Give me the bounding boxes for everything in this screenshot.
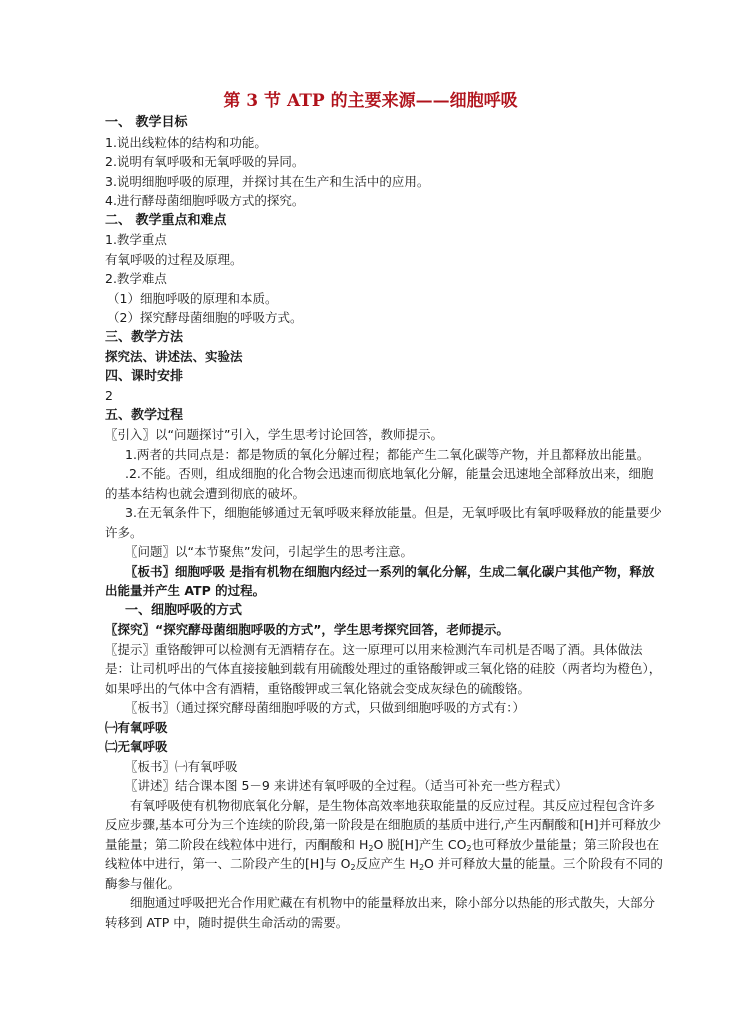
text-run: 有氧呼吸使有机物彻底氧化分解，是生物体高效率地获取能量的反应过程。其反应过程包含许多反应步骤,基本可分为三个连续的阶段,第一阶段是在细胞质的基质中进行,产生丙酮酸和[H]并可释放少量能量；第二阶段在线粒体中进行，丙酮酸和 H xyxy=(105,797,662,852)
list-item-aerobic: ㈠有氧呼吸 xyxy=(105,719,168,735)
paragraph: 细胞通过呼吸把光合作用贮藏在有机物中的能量释放出来，除小部分以热能的形式散失，大部分转移到 ATP 中，随时提供生命活动的需要。 xyxy=(105,895,656,930)
section-heading-objectives: 一、 教学目标 xyxy=(105,115,188,130)
section-heading-process: 五、教学过程 xyxy=(105,407,184,423)
key-point-label: 1.教学重点 xyxy=(105,232,167,247)
paragraph: 〖问题〗以“本节聚焦”发问，引起学生的思考注意。 xyxy=(125,544,413,559)
difficulty-item: （2）探究酵母菌细胞的呼吸方式。 xyxy=(107,310,303,325)
subscript: 2 xyxy=(350,863,356,872)
text-run: 反应产生 H xyxy=(355,856,419,871)
paragraph-definition: 〖板书〗细胞呼吸 是指有机物在细胞内经过一系列的氧化分解，生成二氧化碳户其他产物，释放出能量并产生 ATP 的过程。 xyxy=(105,563,655,598)
section-heading-key-points: 二、 教学重点和难点 xyxy=(105,212,227,228)
paragraph: 〖板书〗（通过探究酵母菌细胞呼吸的方式，只做到细胞呼吸的方式有：） xyxy=(125,700,526,715)
paragraph-intro: 〖引入〗以“问题探讨”引入，学生思考讨论回答，教师提示。 xyxy=(105,427,443,442)
subscript: 2 xyxy=(368,843,374,853)
key-point-text: 有氧呼吸的过程及原理。 xyxy=(105,251,243,267)
paragraph: 3.在无氧条件下，细胞能够通过无氧呼吸来释放能量。但是，无氧呼吸比有氧呼吸释放的能量要少许多。 xyxy=(105,505,662,540)
objective-item: 4.进行酵母菌细胞呼吸方式的探究。 xyxy=(105,193,305,208)
paragraph: 〖板书〗㈠有氧呼吸 xyxy=(125,758,238,774)
subscript: 2 xyxy=(466,843,472,853)
text-run: O 并可释放大量的能量。三个阶段有不同的酶参与催化。 xyxy=(105,856,663,891)
text-run: O 脱[H]产生 CO xyxy=(373,836,467,852)
subsection-heading: 一、细胞呼吸的方式 xyxy=(125,602,243,618)
difficulty-item: （1）细胞呼吸的原理和本质。 xyxy=(107,290,278,306)
paragraph-explore: 〖探究〗“探究酵母菌细胞呼吸的方式”，学生思考探究回答，老师提示。 xyxy=(105,622,509,637)
objective-item: 2.说明有氧呼吸和无氧呼吸的异同。 xyxy=(105,154,305,169)
paragraph: 〖讲述〗结合课本图 5－9 来讲述有氧呼吸的全过程。（适当可补充一些方程式） xyxy=(125,778,568,793)
text-run: 也可释放少量能量；第三阶段也在线粒体中进行，第一、二阶段产生的[H]与 O xyxy=(105,836,660,871)
section-heading-schedule: 四、课时安排 xyxy=(105,368,184,384)
page-title: 第 3 节 ATP 的主要来源——细胞呼吸 xyxy=(223,91,518,111)
methods-text: 探究法、讲述法、实验法 xyxy=(105,349,243,364)
list-item-anaerobic: ㈡无氧呼吸 xyxy=(105,739,168,754)
schedule-text: 2 xyxy=(105,388,113,403)
paragraph-hint: 〖提示〗重铬酸钾可以检测有无酒精存在。这一原理可以用来检测汽车司机是否喝了酒。具体做法是：让司机呼出的气体直接接触到载有用硫酸处理过的重铬酸钾或三氧化铬的硅胶（两者均为橙色），如果呼出的气体中含有酒精，重铬酸钾或三氧化铬就会变成灰绿色的硫酸铬。 xyxy=(105,641,662,696)
subscript: 2 xyxy=(418,863,425,872)
paragraph: 1.两者的共同点是：都是物质的氧化分解过程；都能产生二氧化碳等产物，并且都释放出能量。 xyxy=(125,446,650,462)
paragraph: .2.不能。否则，组成细胞的化合物会迅速而彻底地氧化分解，能量会迅速地全部释放出来，细胞的基本结构也就会遭到彻底的破坏。 xyxy=(105,466,654,501)
paragraph-aerobic-process xyxy=(105,796,665,894)
document-body xyxy=(105,113,665,932)
objective-item: 3.说明细胞呼吸的原理，并探讨其在生产和生活中的应用。 xyxy=(105,173,430,189)
difficulty-label: 2.教学难点 xyxy=(105,271,167,286)
section-heading-methods: 三、教学方法 xyxy=(105,329,184,345)
objective-item: 1.说出线粒体的结构和功能。 xyxy=(105,134,267,150)
